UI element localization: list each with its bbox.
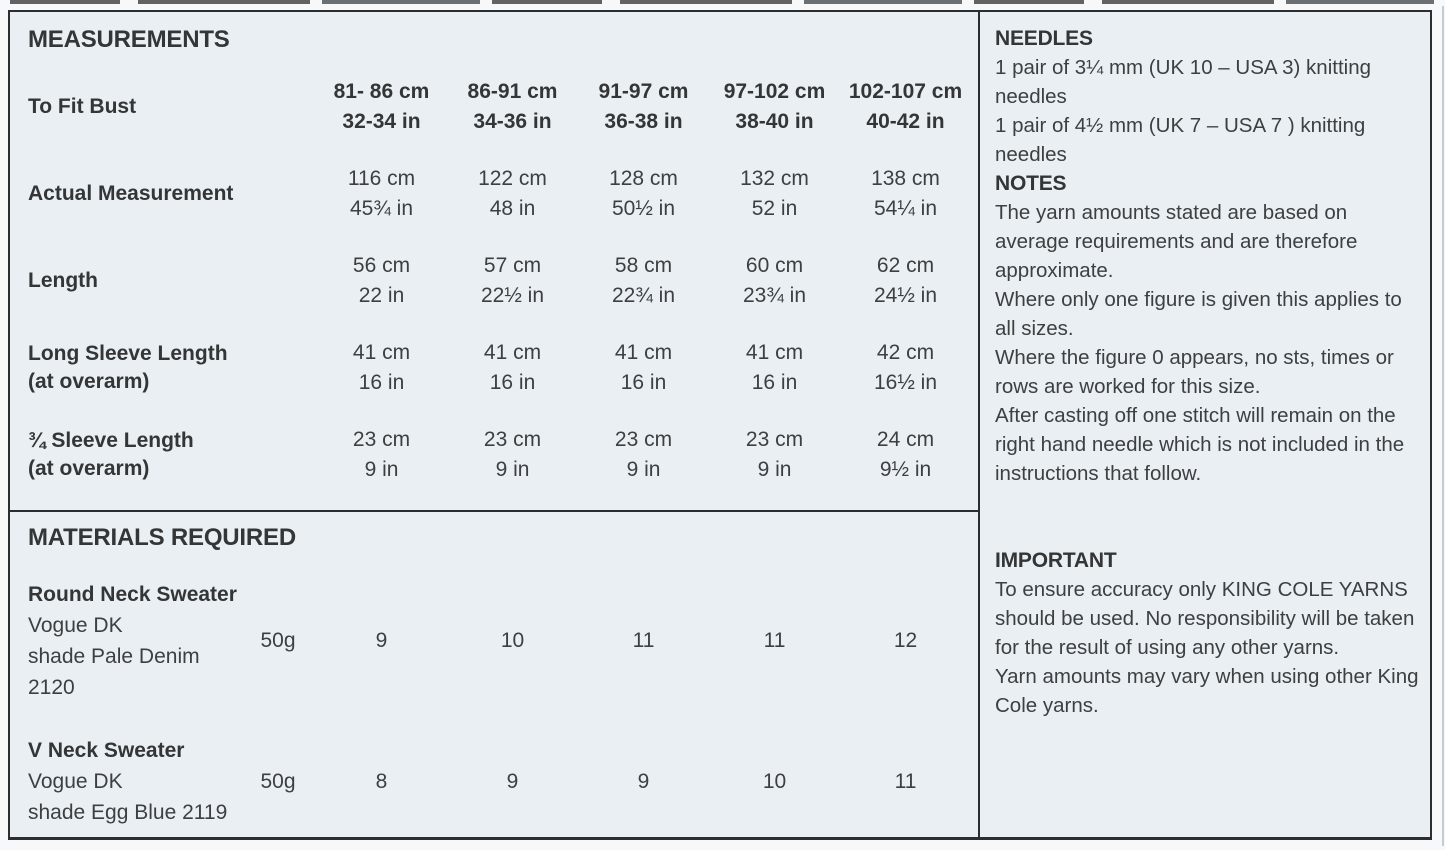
size-in: 38-40 in [735,110,814,133]
measurement-cell [578,164,709,224]
notes-heading: NOTES [995,172,1067,195]
value-in: 16 in [751,371,798,394]
value-in: 9 in [495,458,530,481]
measurement-cell [840,251,971,311]
left-column [10,12,978,837]
row-label-to-fit-bust [10,93,316,121]
materials-section [10,512,978,837]
value-cm: 41 cm [352,341,411,364]
value-cm: 128 cm [609,167,678,190]
material-name: V Neck Sweater [28,739,185,762]
row-sublabel-text: (at overarm) [28,370,150,393]
material-yarn: Vogue DK [28,770,123,793]
value-cm: 23 cm [614,428,673,451]
measurement-cell [316,425,447,485]
measurement-cell [316,338,447,398]
scan-artifact-top-line [10,0,1434,4]
measurement-cell [316,251,447,311]
value-in: 22 in [358,284,405,307]
row-label-three-quarter-sleeve-length [10,427,316,483]
measurements-section [10,12,978,512]
value-in: 23¾ in [742,284,807,307]
needle-spec: 1 pair of 3¼ mm (UK 10 – USA 3) knitting needles [995,56,1371,108]
value-cm: 42 cm [876,341,935,364]
value-in: 16½ in [873,371,938,394]
value-in: 16 in [489,371,536,394]
measurement-cell [709,251,840,311]
value-cm: 132 cm [740,167,809,190]
value-cm: 41 cm [483,341,542,364]
measurement-cell [709,338,840,398]
value-cm: 23 cm [745,428,804,451]
ball-count: 8 [375,769,388,793]
ball-count: 9 [375,629,388,652]
measurement-cell [840,164,971,224]
material-item-v-neck-sweater [10,735,978,828]
value-in: 9½ in [879,458,932,481]
value-cm: 122 cm [478,167,547,190]
size-header-cell [316,77,447,137]
size-in: 36-38 in [604,110,683,133]
ball-count: 9 [637,769,650,793]
value-in: 45¾ in [349,197,414,220]
value-cm: 23 cm [483,428,542,451]
value-cm: 57 cm [483,254,542,277]
material-label [10,735,240,828]
value-in: 22¾ in [611,284,676,307]
measurement-cell [840,425,971,485]
measurement-cell [447,251,578,311]
row-label-length [10,267,316,295]
value-cm: 24 cm [876,428,935,451]
row-label-text: ¾ Sleeve Length [28,429,194,452]
needles-heading: NEEDLES [995,27,1093,50]
row-label-text: To Fit Bust [28,95,137,118]
note-text: Where the figure 0 appears, no sts, times or rows are worked for this size. [995,346,1394,398]
material-yarn: Vogue DK [28,614,123,637]
value-in: 9 in [626,458,661,481]
size-cm: 97-102 cm [723,80,826,103]
material-shade: shade Egg Blue 2119 [28,801,228,824]
value-in: 16 in [358,371,405,394]
material-label [10,579,240,703]
size-header-cell [840,77,971,137]
measurement-cell [709,164,840,224]
ball-count: 10 [500,629,525,652]
table-row-actual-measurement [10,164,978,224]
ball-weight: 50g [260,629,296,652]
row-label-text: Actual Measurement [28,182,234,205]
size-header-cell [447,77,578,137]
ball-count: 11 [763,629,786,652]
value-cm: 62 cm [876,254,935,277]
size-in: 32-34 in [342,110,421,133]
measurement-cell [447,164,578,224]
value-in: 22½ in [480,284,545,307]
row-sublabel-text: (at overarm) [28,457,150,480]
table-row-length [10,251,978,311]
size-in: 34-36 in [473,110,552,133]
ball-count: 9 [506,769,519,793]
measurements-title: MEASUREMENTS [28,26,230,53]
size-cm: 81- 86 cm [333,80,430,103]
note-text: Where only one figure is given this applies to all sizes. [995,288,1402,340]
measurement-cell [709,425,840,485]
value-in: 48 in [489,197,536,220]
value-cm: 41 cm [745,341,804,364]
value-in: 16 in [620,371,667,394]
row-label-long-sleeve-length [10,340,316,396]
notes-panel [978,12,1430,837]
note-text: After casting off one stitch will remain on the right hand needle which is not included in the instructions that follow. [995,404,1405,485]
value-in: 50½ in [611,197,676,220]
important-heading: IMPORTANT [995,549,1117,572]
ball-count: 10 [762,769,787,793]
pattern-info-sheet [8,10,1432,840]
measurement-cell [840,338,971,398]
material-item-round-neck-sweater [10,579,978,703]
value-cm: 23 cm [352,428,411,451]
size-header-cell [709,77,840,137]
value-cm: 56 cm [352,254,411,277]
value-in: 9 in [364,458,399,481]
value-cm: 58 cm [614,254,673,277]
size-cm: 86-91 cm [467,80,558,103]
value-in: 24½ in [873,284,938,307]
ball-count: 11 [894,769,917,793]
value-cm: 116 cm [347,167,416,190]
row-label-actual-measurement [10,180,316,208]
value-cm: 60 cm [745,254,804,277]
measurement-cell [578,251,709,311]
table-row-long-sleeve-length [10,338,978,398]
note-text: The yarn amounts stated are based on average requirements and are therefore approximate. [995,201,1358,282]
measurement-cell [578,425,709,485]
value-in: 54¼ in [873,197,938,220]
yarn-variation-note: Yarn amounts may vary when using other King Cole yarns. [995,665,1419,717]
value-cm: 41 cm [614,341,673,364]
material-shade: shade Pale Denim 2120 [28,645,200,699]
size-in: 40-42 in [866,110,945,133]
ball-count: 12 [893,629,918,652]
needle-spec: 1 pair of 4½ mm (UK 7 – USA 7 ) knitting needles [995,114,1366,166]
material-name: Round Neck Sweater [28,583,237,606]
measurement-cell [578,338,709,398]
ball-weight: 50g [260,769,296,793]
table-row-to-fit-bust [10,77,978,137]
measurement-cell [447,425,578,485]
materials-title: MATERIALS REQUIRED [28,524,296,551]
important-text: To ensure accuracy only KING COLE YARNS should be used. No responsibility will be taken for the result of using any other yarns. [995,578,1415,659]
row-label-text: Long Sleeve Length [28,342,228,365]
table-row-three-quarter-sleeve-length [10,425,978,485]
size-header-cell [578,77,709,137]
measurement-cell [447,338,578,398]
size-cm: 102-107 cm [848,80,963,103]
scan-artifact-right-edge [1442,6,1444,846]
size-cm: 91-97 cm [598,80,689,103]
value-cm: 138 cm [871,167,940,190]
row-label-text: Length [28,269,98,292]
value-in: 9 in [757,458,792,481]
value-in: 52 in [751,197,798,220]
measurement-cell [316,164,447,224]
ball-count: 11 [632,629,655,652]
